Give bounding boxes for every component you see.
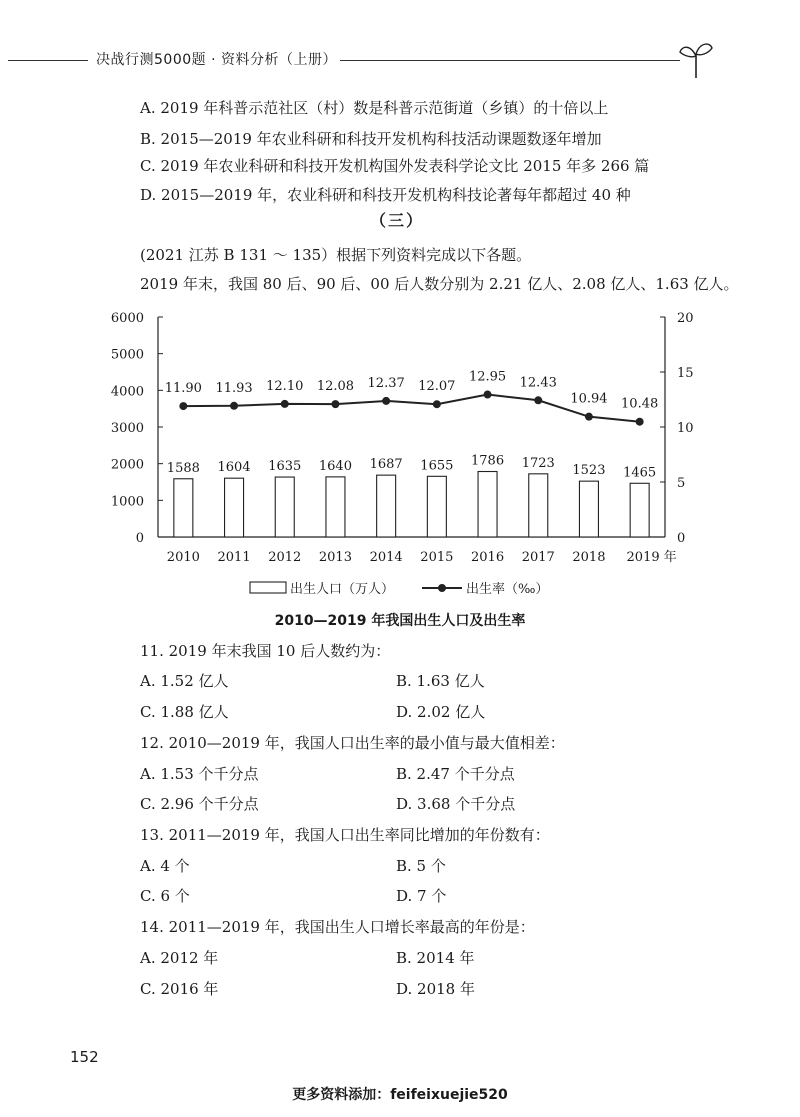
line-data-label: 12.37 — [367, 375, 405, 391]
prev-option-c: C. 2019 年农业科研和科技开发机构国外发表科学论文比 2015 年多 266 篇 — [140, 157, 650, 175]
line-point-birth-rate — [331, 400, 339, 408]
y-left-tick-label: 5000 — [110, 347, 144, 363]
q12-option-d: D. 3.68 个千分点 — [396, 795, 516, 813]
line-point-birth-rate — [534, 396, 542, 404]
q11-option-b: B. 1.63 亿人 — [396, 672, 485, 690]
bar-birth-population — [326, 477, 345, 537]
running-header — [0, 40, 800, 80]
footer-note: 更多资料添加：feifeixuejie520 — [292, 1087, 508, 1103]
y-left-tick-label: 0 — [135, 531, 144, 546]
x-tick-label: 2011 — [217, 550, 251, 565]
y-right-tick-label: 5 — [677, 476, 686, 491]
bar-birth-population — [529, 474, 548, 537]
q14-option-a: A. 2012 年 — [140, 949, 219, 967]
chart — [100, 300, 710, 614]
bar-data-label: 1640 — [318, 458, 352, 474]
y-right-tick-label: 10 — [677, 421, 694, 436]
x-tick-label: 2012 — [268, 550, 302, 565]
x-tick-label: 2016 — [471, 550, 505, 565]
bar-data-label: 1723 — [521, 455, 555, 471]
bar-birth-population — [377, 475, 396, 537]
q12-option-c: C. 2.96 个千分点 — [140, 795, 259, 813]
bar-data-label: 1465 — [623, 465, 657, 481]
q13-option-d: D. 7 个 — [396, 887, 447, 905]
prev-option-b: B. 2015—2019 年农业科研和科技开发机构科技活动课题数逐年增加 — [140, 130, 602, 148]
q12-option-b: B. 2.47 个千分点 — [396, 765, 515, 783]
q13-option-c: C. 6 个 — [140, 887, 190, 905]
x-tick-label: 2014 — [369, 550, 403, 565]
bar-birth-population — [579, 481, 598, 537]
y-right-tick-label: 0 — [677, 531, 686, 546]
bar-data-label: 1655 — [420, 458, 454, 474]
line-data-label: 12.95 — [468, 369, 507, 385]
y-right-tick-label: 20 — [677, 311, 694, 326]
line-data-label: 12.43 — [519, 375, 557, 391]
line-data-label: 11.90 — [164, 381, 202, 397]
line-data-label: 12.08 — [316, 379, 355, 395]
y-left-tick-label: 6000 — [110, 311, 144, 326]
q14-option-d: D. 2018 年 — [396, 980, 475, 998]
y-left-tick-label: 3000 — [110, 421, 144, 436]
chart-svg — [100, 300, 710, 610]
page-number: 152 — [70, 1048, 99, 1066]
x-tick-label: 2013 — [318, 550, 352, 565]
line-point-birth-rate — [636, 418, 644, 426]
line-data-label: 11.93 — [215, 380, 253, 396]
line-data-label: 10.48 — [621, 396, 659, 412]
x-tick-label: 2017 — [521, 550, 555, 565]
header-rule-right — [340, 60, 680, 61]
sprout-icon — [678, 40, 714, 80]
q11-stem: 11. 2019 年末我国 10 后人数约为： — [140, 642, 391, 660]
legend-bar-swatch — [250, 582, 286, 593]
line-point-birth-rate — [230, 402, 238, 410]
legend-line-label: 出生率（‰） — [466, 582, 549, 597]
x-tick-label: 2010 — [166, 550, 200, 565]
x-tick-label: 2018 — [572, 550, 606, 565]
q11-option-a: A. 1.52 亿人 — [140, 672, 229, 690]
y-right-tick-label: 15 — [677, 366, 694, 381]
q12-stem: 12. 2010—2019 年，我国人口出生率的最小值与最大值相差： — [140, 734, 565, 752]
prev-option-a: A. 2019 年科普示范社区（村）数是科普示范街道（乡镇）的十倍以上 — [140, 99, 609, 117]
q13-stem: 13. 2011—2019 年，我国人口出生率同比增加的年份数有： — [140, 826, 550, 844]
legend-line-marker — [438, 584, 446, 592]
line-point-birth-rate — [382, 397, 390, 405]
line-point-birth-rate — [179, 402, 187, 410]
y-left-tick-label: 4000 — [110, 384, 144, 400]
bar-data-label: 1687 — [369, 457, 403, 473]
line-data-label: 12.10 — [266, 378, 304, 394]
q13-option-b: B. 5 个 — [396, 857, 446, 875]
x-tick-label: 2015 — [420, 550, 454, 565]
q11-option-c: C. 1.88 亿人 — [140, 703, 229, 721]
line-point-birth-rate — [281, 400, 289, 408]
line-point-birth-rate — [433, 400, 441, 408]
q12-option-a: A. 1.53 个千分点 — [140, 765, 259, 783]
q14-stem: 14. 2011—2019 年，我国出生人口增长率最高的年份是： — [140, 918, 535, 936]
section-title: （三） — [370, 211, 425, 230]
q11-option-d: D. 2.02 亿人 — [396, 703, 486, 721]
bar-data-label: 1604 — [217, 460, 251, 476]
y-left-tick-label: 2000 — [110, 457, 144, 473]
prev-option-d: D. 2015—2019 年，农业科研和科技开发机构科技论著每年都超过 40 种 — [140, 186, 631, 204]
section-intro: 2019 年末，我国 80 后、90 后、00 后人数分别为 2.21 亿人、2.08 亿人、1.63 亿人。 — [140, 275, 739, 293]
chart-title: 2010—2019 年我国出生人口及出生率 — [274, 613, 526, 629]
bar-birth-population — [174, 479, 193, 537]
header-title: 决战行测5000题 · 资料分析（上册） — [96, 52, 337, 68]
line-data-label: 10.94 — [570, 391, 608, 407]
line-point-birth-rate — [484, 391, 492, 399]
q14-option-b: B. 2014 年 — [396, 949, 475, 967]
bar-data-label: 1786 — [471, 453, 505, 469]
bar-birth-population — [630, 483, 649, 537]
x-tick-label: 2019 年 — [626, 550, 677, 565]
header-rule-left — [8, 60, 88, 61]
q14-option-c: C. 2016 年 — [140, 980, 219, 998]
line-point-birth-rate — [585, 413, 593, 421]
bar-birth-population — [275, 477, 294, 537]
line-data-label: 12.07 — [418, 379, 456, 395]
legend-bar-label: 出生人口（万人） — [290, 582, 395, 597]
bar-data-label: 1523 — [572, 463, 606, 479]
bar-birth-population — [478, 472, 497, 537]
bar-data-label: 1588 — [166, 460, 200, 476]
bar-birth-population — [427, 476, 446, 537]
bar-data-label: 1635 — [268, 459, 302, 475]
bar-birth-population — [225, 478, 244, 537]
q13-option-a: A. 4 个 — [140, 857, 190, 875]
section-source: (2021 江苏 B 131 ～ 135）根据下列资料完成以下各题。 — [140, 246, 532, 264]
y-left-tick-label: 1000 — [110, 494, 144, 510]
